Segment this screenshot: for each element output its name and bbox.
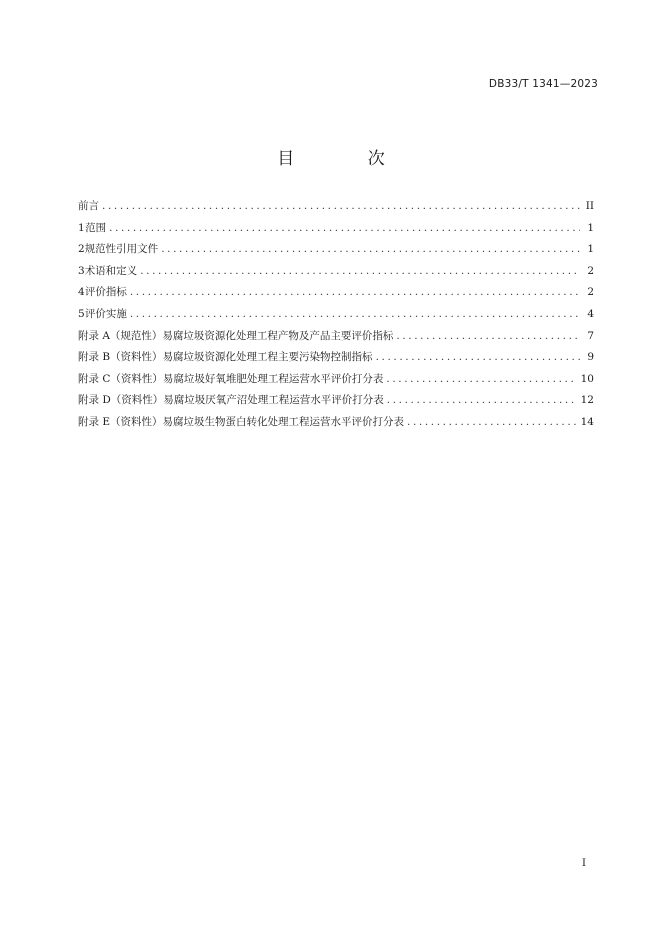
toc-entry-label: 易腐垃圾厌氧产沼处理工程运营水平评价打分表	[163, 394, 384, 407]
page-title: 目 次	[277, 149, 419, 169]
toc-entry-label: 术语和定义	[84, 264, 138, 277]
toc-entry-page: 14	[580, 415, 594, 428]
toc-dot-leader	[102, 200, 580, 212]
toc-entry-label: 易腐垃圾生物蛋白转化处理工程运营水平评价打分表	[162, 415, 405, 428]
toc-entry-evaluation-indicators[interactable]	[78, 284, 594, 306]
toc-entry-label: 评价指标	[84, 286, 127, 299]
toc-dot-leader	[140, 265, 580, 277]
toc-entry-scope[interactable]	[78, 220, 594, 242]
toc-entry-foreword[interactable]	[78, 198, 594, 220]
document-code: DB33/T 1341—2023	[488, 78, 598, 90]
toc-entry-number: 附录 A	[78, 329, 110, 342]
toc-entry-kind: （规范性）	[109, 329, 163, 342]
toc-dot-leader	[386, 373, 576, 385]
toc-entry-number: 附录 B	[78, 351, 111, 364]
table-of-contents	[78, 198, 594, 436]
toc-entry-appendix-e[interactable]	[78, 414, 594, 436]
toc-entry-number: 附录 D	[78, 394, 111, 407]
toc-entry-label: 范围	[85, 221, 107, 234]
toc-entry-number: 1	[78, 221, 85, 234]
toc-dot-leader	[109, 222, 580, 234]
toc-entry-kind: （资料性）	[110, 351, 163, 364]
toc-entry-label: 前言	[78, 200, 99, 212]
toc-dot-leader	[376, 351, 580, 363]
toc-dot-leader	[130, 286, 580, 298]
toc-dot-leader	[396, 330, 580, 342]
toc-entry-page: 10	[580, 372, 594, 385]
toc-entry-appendix-d[interactable]	[78, 392, 594, 414]
toc-entry-label: 易腐垃圾资源化处理工程主要污染物控制指标	[162, 351, 373, 364]
toc-entry-label: 易腐垃圾资源化处理工程产物及产品主要评价指标	[162, 329, 394, 342]
toc-dot-leader	[161, 243, 580, 255]
toc-entry-appendix-b[interactable]	[78, 349, 594, 371]
toc-entry-appendix-a[interactable]	[78, 328, 594, 350]
toc-entry-number: 3	[78, 264, 85, 277]
toc-entry-kind: （资料性）	[110, 394, 164, 407]
toc-entry-page: 2	[587, 286, 594, 299]
toc-entry-number: 4	[78, 286, 85, 299]
toc-entry-number: 2	[78, 243, 85, 256]
toc-entry-appendix-c[interactable]	[78, 371, 594, 393]
toc-entry-evaluation-implementation[interactable]	[78, 306, 594, 328]
toc-dot-leader	[407, 416, 577, 428]
toc-entry-page: 12	[580, 394, 594, 407]
toc-entry-number: 附录 C	[78, 372, 111, 385]
toc-entry-page: II	[585, 200, 594, 212]
toc-entry-page: 9	[587, 351, 594, 364]
page-number: I	[582, 858, 586, 869]
toc-entry-label: 评价实施	[84, 307, 127, 320]
toc-dot-leader	[130, 308, 580, 320]
toc-entry-terms-definitions[interactable]	[78, 263, 594, 285]
toc-entry-kind: （资料性）	[110, 415, 163, 428]
toc-entry-label: 规范性引用文件	[84, 243, 159, 256]
toc-entry-number: 附录 E	[78, 415, 111, 428]
toc-entry-page: 1	[587, 243, 594, 256]
toc-entry-page: 7	[587, 329, 594, 342]
toc-entry-normative-references[interactable]	[78, 241, 594, 263]
toc-entry-page: 1	[587, 221, 594, 234]
toc-entry-page: 4	[587, 307, 594, 320]
toc-entry-kind: （资料性）	[110, 372, 163, 385]
toc-entry-page: 2	[587, 264, 594, 277]
toc-dot-leader	[387, 394, 577, 406]
toc-entry-label: 易腐垃圾好氧堆肥处理工程运营水平评价打分表	[162, 372, 384, 385]
toc-entry-number: 5	[78, 307, 85, 320]
